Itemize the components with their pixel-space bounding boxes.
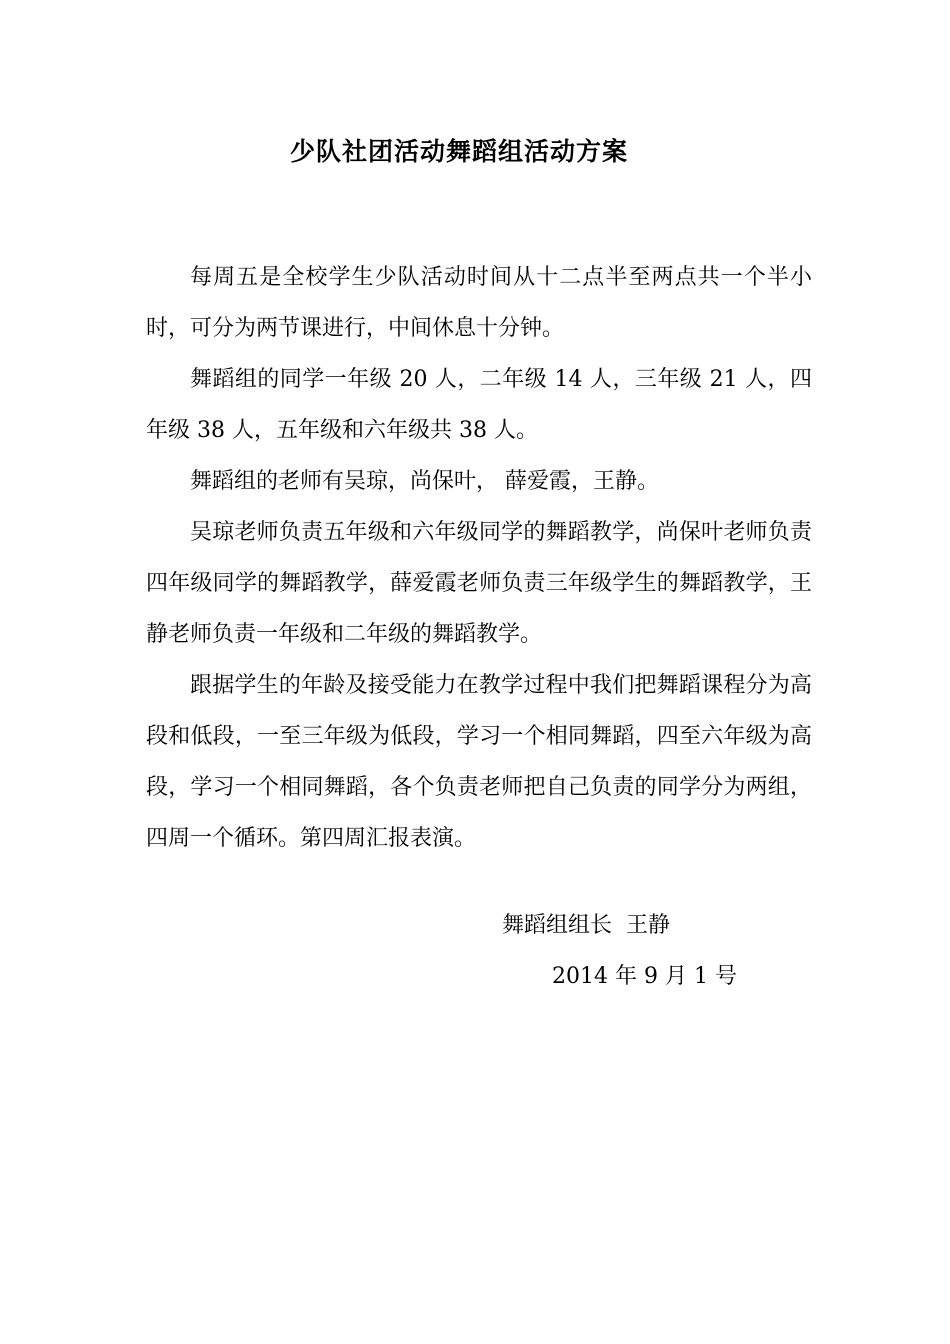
signature-block <box>502 900 737 1002</box>
paragraph-teacher-assignments: 吴琼老师负责五年级和六年级同学的舞蹈教学，尚保叶老师负责四年级同学的舞蹈教学，薛爱霞老师负责三年级学生的舞蹈教学，王静老师负责一年级和二年级的舞蹈教学。 <box>146 520 812 647</box>
signature-author: 舞蹈组组长 王静 <box>502 913 670 938</box>
document-title: 少队社团活动舞蹈组活动方案 <box>289 137 628 166</box>
document-body <box>146 252 812 864</box>
paragraph-course-plan: 跟据学生的年龄及接受能力在教学过程中我们把舞蹈课程分为高段和低段，一至三年级为低段，学习一个相同舞蹈，四至六年级为高段，学习一个相同舞蹈，各个负责老师把自己负责的同学分为两组，四周一个循环。第四周汇报表演。 <box>146 673 812 851</box>
paragraph-schedule: 每周五是全校学生少队活动时间从十二点半至两点共一个半小时，可分为两节课进行，中间休息十分钟。 <box>146 265 812 341</box>
signature-date: 2014 年 9 月 1 号 <box>552 964 737 989</box>
paragraph-teachers: 舞蹈组的老师有吴琼，尚保叶， 薛爱霞，王静。 <box>190 469 659 494</box>
paragraph-student-counts: 舞蹈组的同学一年级 20 人，二年级 14 人，三年级 21 人，四年级 38 人，五年级和六年级共 38 人。 <box>146 367 812 443</box>
